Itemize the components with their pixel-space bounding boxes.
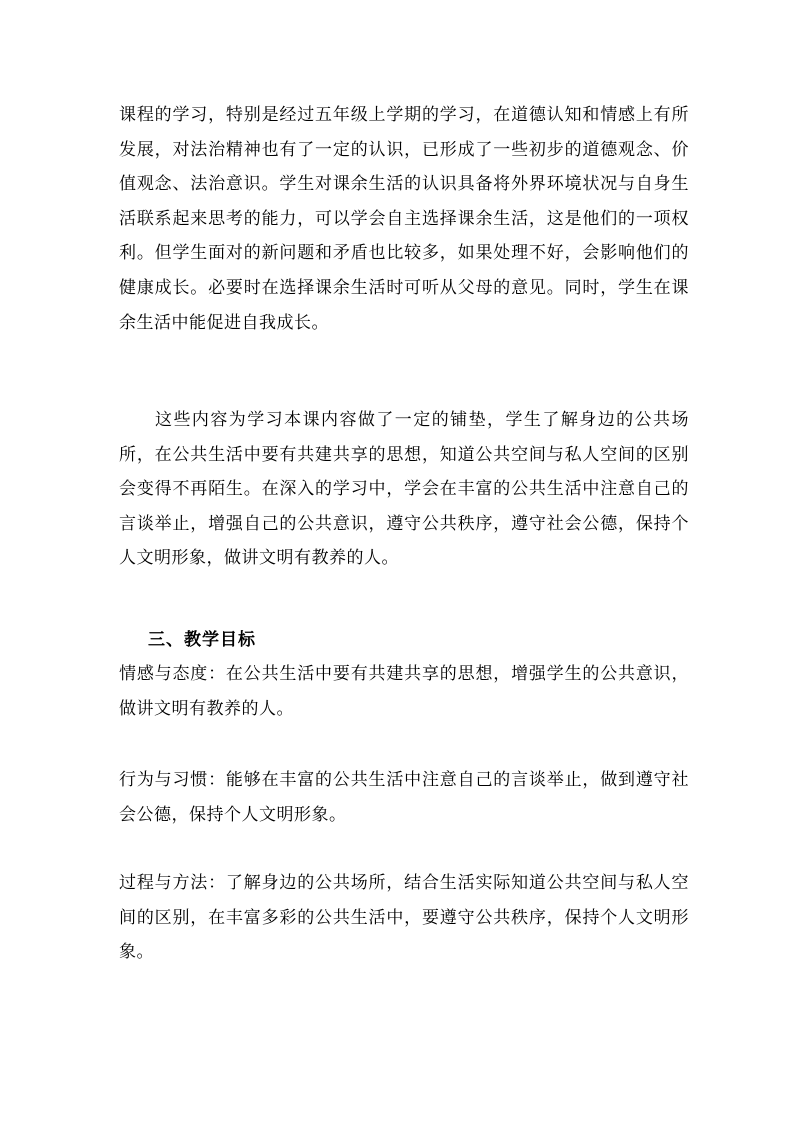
objective-process-method: 过程与方法：了解身边的公共场所，结合生活实际知道公共空间与私人空间的区别，在丰富多彩的公共生活中，要遵守公共秩序，保持个人文明形象。	[119, 873, 689, 963]
section-heading: 三、教学目标	[148, 630, 256, 650]
body-paragraph-1: 课程的学习，特别是经过五年级上学期的学习，在道德认知和情感上有所发展，对法治精神也有了一定的认识，已形成了一些初步的道德观念、价值观念、法治意识。学生对课余生活的认识具备将外界环境状况与自身生活联系起来思考的能力，可以学会自主选择课余生活，这是他们的一项权利。但学生面对的新问题和矛盾也比较多，如果处理不好，会影响他们的健康成长。必要时在选择课余生活时可听从父母的意见。同时，学生在课余生活中能促进自我成长。	[119, 105, 689, 333]
body-paragraph-2: 这些内容为学习本课内容做了一定的铺垫，学生了解身边的公共场所，在公共生活中要有共建共享的思想，知道公共空间与私人空间的区别会变得不再陌生。在深入的学习中，学会在丰富的公共生活中注意自己的言谈举止，增强自己的公共意识，遵守公共秩序，遵守社会公德，保持个人文明形象，做讲文明有教养的人。	[119, 410, 689, 569]
objective-behavior-habit: 行为与习惯：能够在丰富的公共生活中注意自己的言谈举止，做到遵守社会公德，保持个人文明形象。	[119, 770, 689, 825]
objective-emotion-attitude: 情感与态度：在公共生活中要有共建共享的思想，增强学生的公共意识，做讲文明有教养的人。	[119, 664, 689, 719]
